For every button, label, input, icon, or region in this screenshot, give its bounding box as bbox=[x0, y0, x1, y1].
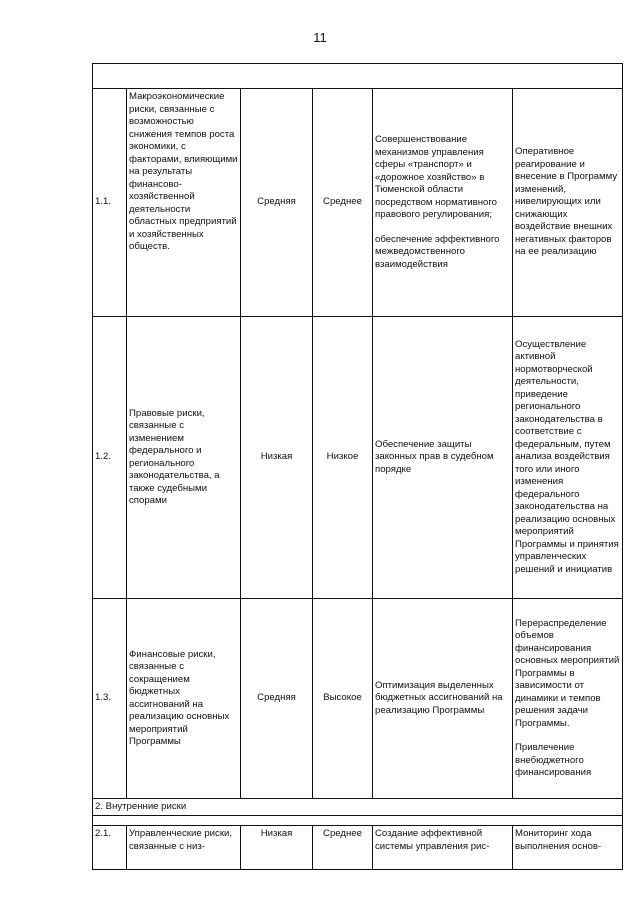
row-number: 1.1. bbox=[93, 89, 127, 317]
risk-response bbox=[513, 317, 623, 599]
spacer-row bbox=[93, 816, 623, 826]
table-row bbox=[93, 317, 623, 599]
measure-paragraph: обеспечение эффективного межведомственного взаимодействия bbox=[375, 233, 500, 270]
risk-probability: Средняя bbox=[241, 89, 313, 317]
risk-response: Мониторинг хода выполнения основ- bbox=[513, 826, 623, 870]
risk-measures bbox=[373, 317, 513, 599]
risk-table bbox=[92, 63, 623, 870]
table-header-cell bbox=[93, 64, 623, 89]
spacer-cell bbox=[93, 816, 623, 826]
section-title: 2. Внутренние риски bbox=[93, 799, 623, 816]
table-row bbox=[93, 826, 623, 870]
table-row bbox=[93, 89, 623, 317]
risk-probability: Низкая bbox=[241, 317, 313, 599]
risk-measures: Создание эффективной системы управления рис- bbox=[373, 826, 513, 870]
risk-description: Правовые риски, связанные с изменением федерального и регионального законодательства, а также судебными спорами bbox=[127, 317, 241, 599]
table-header-row bbox=[93, 64, 623, 89]
risk-response bbox=[513, 599, 623, 799]
risk-impact: Среднее bbox=[313, 89, 373, 317]
risk-probability: Средняя bbox=[241, 599, 313, 799]
response-paragraph: Оперативное реагирование и внесение в Программу изменений, нивелирующих или снижающих воздействие внешних негативных факторов на ее реализацию bbox=[515, 146, 618, 258]
measure-paragraph: Совершенствование механизмов управления сферы «транспорт» и «дорожное хозяйство» в Тюменской области посредством нормативного правового регулирования; bbox=[375, 134, 497, 220]
section-row bbox=[93, 799, 623, 816]
risk-impact: Низкое bbox=[313, 317, 373, 599]
risk-probability: Низкая bbox=[241, 826, 313, 870]
response-paragraph: Осуществление активной нормотворческой деятельности, приведение регионального законодательства в соответствие с федеральным, путем анализа воздействия того или иного изменения федерального законодательства на реализацию основных мероприятий Программы и принятия управленческих решений и инициатив bbox=[515, 338, 619, 575]
risk-measures bbox=[373, 599, 513, 799]
risk-description: Управленческие риски, связанные с низ- bbox=[127, 826, 241, 870]
row-number: 2.1. bbox=[93, 826, 127, 870]
measure-paragraph: Обеспечение защиты законных прав в судебном порядке bbox=[375, 438, 494, 475]
measure-paragraph: Оптимизация выделенных бюджетных ассигнований на реализацию Программы bbox=[375, 679, 503, 716]
risk-measures bbox=[373, 89, 513, 317]
row-number: 1.3. bbox=[93, 599, 127, 799]
risk-description: Финансовые риски, связанные с сокращением бюджетных ассигнований на реализацию основных мероприятий Программы bbox=[127, 599, 241, 799]
risk-description: Макроэкономические риски, связанные с возможностью снижения темпов роста экономики, с факторами, влияющими на результаты финансово-хозяйственной деятельности областных предприятий и хозяйственных обществ. bbox=[127, 89, 241, 317]
risk-response bbox=[513, 89, 623, 317]
page-number: 11 bbox=[313, 30, 327, 45]
risk-impact: Высокое bbox=[313, 599, 373, 799]
risk-impact: Среднее bbox=[313, 826, 373, 870]
response-paragraph: Привлечение внебюджетного финансирования bbox=[515, 742, 592, 778]
table-row bbox=[93, 599, 623, 799]
response-paragraph: Перераспределение объемов финансирования основных мероприятий Программы в зависимости от динамики и темпов решения задачи Программы. bbox=[515, 617, 620, 729]
row-number: 1.2. bbox=[93, 317, 127, 599]
